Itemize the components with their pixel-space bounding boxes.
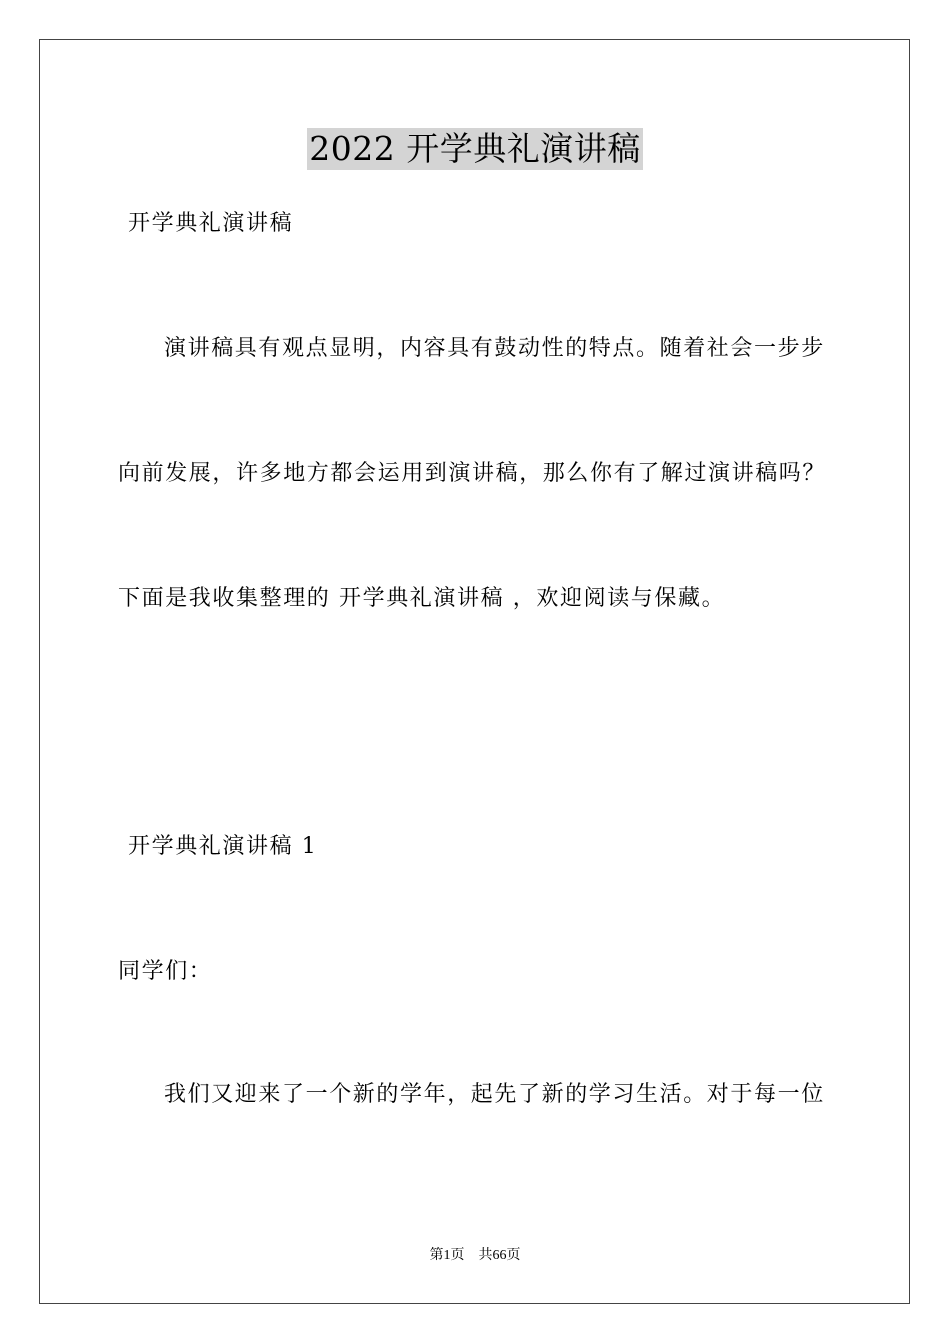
intro-line-3: 下面是我收集整理的 开学典礼演讲稿 ，欢迎阅读与保藏。 (118, 586, 726, 611)
intro-line-2: 向前发展，许多地方都会运用到演讲稿，那么你有了解过演讲稿吗？ (118, 461, 827, 486)
footer-total-prefix: 共 (478, 1248, 493, 1263)
footer-total-pages: 66 (492, 1248, 507, 1263)
document-title: 2022 开学典礼演讲稿 (309, 129, 641, 168)
footer-page-prefix: 第 (429, 1248, 444, 1263)
footer-total-suffix: 页 (506, 1248, 521, 1263)
title-container (0, 128, 950, 170)
footer-page-suffix: 页 (450, 1248, 465, 1263)
footer-current-page: 1 (443, 1248, 451, 1263)
section-heading: 开学典礼演讲稿 1 (128, 834, 318, 859)
document-subtitle: 开学典礼演讲稿 (128, 211, 294, 236)
intro-line-1: 演讲稿具有观点显明，内容具有鼓动性的特点。随着社会一步步 (164, 336, 825, 361)
page-footer (0, 1246, 950, 1266)
salutation: 同学们： (118, 959, 213, 984)
body-line-1: 我们又迎来了一个新的学年，起先了新的学习生活。对于每一位 (164, 1082, 825, 1107)
